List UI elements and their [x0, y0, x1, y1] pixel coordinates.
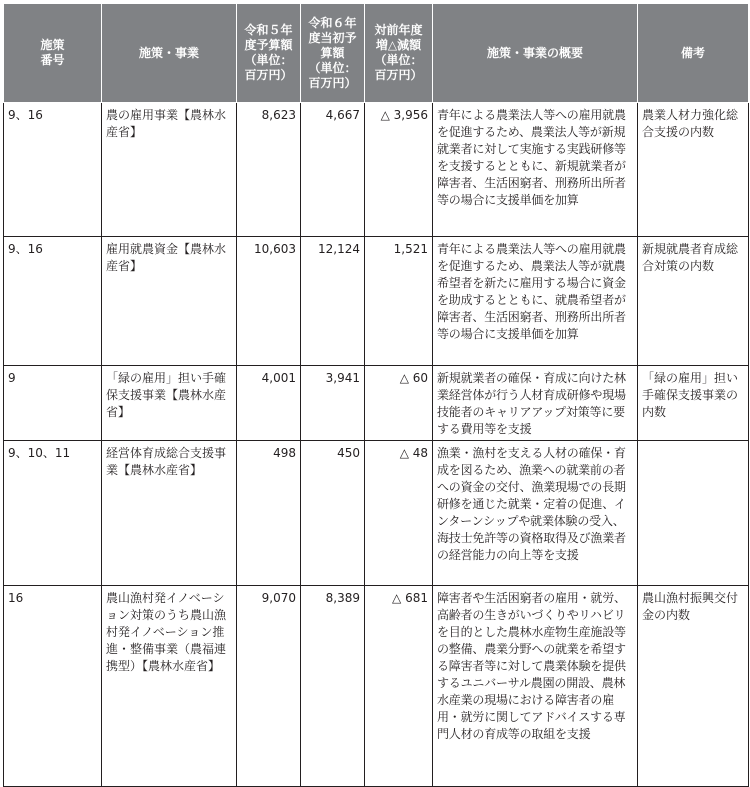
table-row	[4, 586, 749, 787]
table-row	[4, 237, 749, 366]
table-row	[4, 441, 749, 586]
r5-budget: 4,001	[237, 366, 301, 441]
r5-budget: 498	[237, 441, 301, 586]
r6-budget: 8,389	[301, 586, 365, 787]
measure-outline: 漁業・漁村を支える人材の確保・育成を図るため、漁業への就業前の者への資金の交付、漁業現場での長期研修を通じた就業・定着の促進、インターンシップや就業体験の受入、海技士免許等の資格取得及び漁業者の経営能力の向上等を支援	[433, 441, 638, 586]
measure-outline: 青年による農業法人等への雇用就農を促進するため、農業法人等が新規就業者に対して実施する実践研修等を支援するとともに、新規就業者が障害者、生活困窮者、刑務所出所者等の場合に支援単価を加算	[433, 103, 638, 237]
header-r5-budget: 令和５年 度予算額 （単位： 百万円）	[237, 4, 301, 103]
measure-outline: 障害者や生活困窮者の雇用・就労、高齢者の生きがいづくりやリハビリを目的とした農林水産物生産施設等の整備、農業分野への就業を希望する障害者等に対して農業体験を提供するユニバーサル農園の開設、農林水産業の現場における障害者の雇用・就労に関してアドバイスする専門人材の育成等の取組を支援	[433, 586, 638, 787]
r5-budget: 8,623	[237, 103, 301, 237]
measure-outline: 青年による農業法人等への雇用就農を促進するため、農業法人等が就農希望者を新たに雇用する場合に資金を助成するとともに、就農希望者が障害者、生活困窮者、刑務所出所者等の場合に支援単価を加算	[433, 237, 638, 366]
header-measure-name: 施策・事業	[102, 4, 237, 103]
measures-table	[3, 3, 749, 787]
measure-name: 経営体育成総合支援事業【農林水産省】	[102, 441, 237, 586]
measure-name: 雇用就農資金【農林水産省】	[102, 237, 237, 366]
measure-name: 「緑の雇用」担い手確保支援事業【農林水産省】	[102, 366, 237, 441]
header-row	[4, 4, 749, 103]
header-outline: 施策・事業の概要	[433, 4, 638, 103]
measure-notes: 新規就農者育成総合対策の内数	[638, 237, 749, 366]
r6-budget: 12,124	[301, 237, 365, 366]
yoy-change: △ 60	[365, 366, 433, 441]
r6-budget: 4,667	[301, 103, 365, 237]
table-row	[4, 103, 749, 237]
r5-budget: 10,603	[237, 237, 301, 366]
measure-number: 9、10、11	[4, 441, 102, 586]
measure-number: 16	[4, 586, 102, 787]
measure-name: 農の雇用事業【農林水産省】	[102, 103, 237, 237]
header-yoy-change: 対前年度 増△減額 （単位： 百万円）	[365, 4, 433, 103]
measure-number: 9、16	[4, 103, 102, 237]
r6-budget: 3,941	[301, 366, 365, 441]
header-measure-number: 施策 番号	[4, 4, 102, 103]
header-notes: 備考	[638, 4, 749, 103]
measure-notes: 「緑の雇用」担い手確保支援事業の内数	[638, 366, 749, 441]
measure-number: 9	[4, 366, 102, 441]
measure-notes	[638, 441, 749, 586]
yoy-change: 1,521	[365, 237, 433, 366]
measure-name: 農山漁村発イノベーション対策のうち農山漁村発イノベーション推進・整備事業（農福連携型）【農林水産省】	[102, 586, 237, 787]
measure-notes: 農山漁村振興交付金の内数	[638, 586, 749, 787]
yoy-change: △ 3,956	[365, 103, 433, 237]
table-row	[4, 366, 749, 441]
measure-notes: 農業人材力強化総合支援の内数	[638, 103, 749, 237]
measure-outline: 新規就業者の確保・育成に向けた林業経営体が行う人材育成研修や現場技能者のキャリアアップ対策等に要する費用等を支援	[433, 366, 638, 441]
yoy-change: △ 48	[365, 441, 433, 586]
r6-budget: 450	[301, 441, 365, 586]
yoy-change: △ 681	[365, 586, 433, 787]
r5-budget: 9,070	[237, 586, 301, 787]
header-r6-budget: 令和６年 度当初予 算額 （単位： 百万円）	[301, 4, 365, 103]
measure-number: 9、16	[4, 237, 102, 366]
